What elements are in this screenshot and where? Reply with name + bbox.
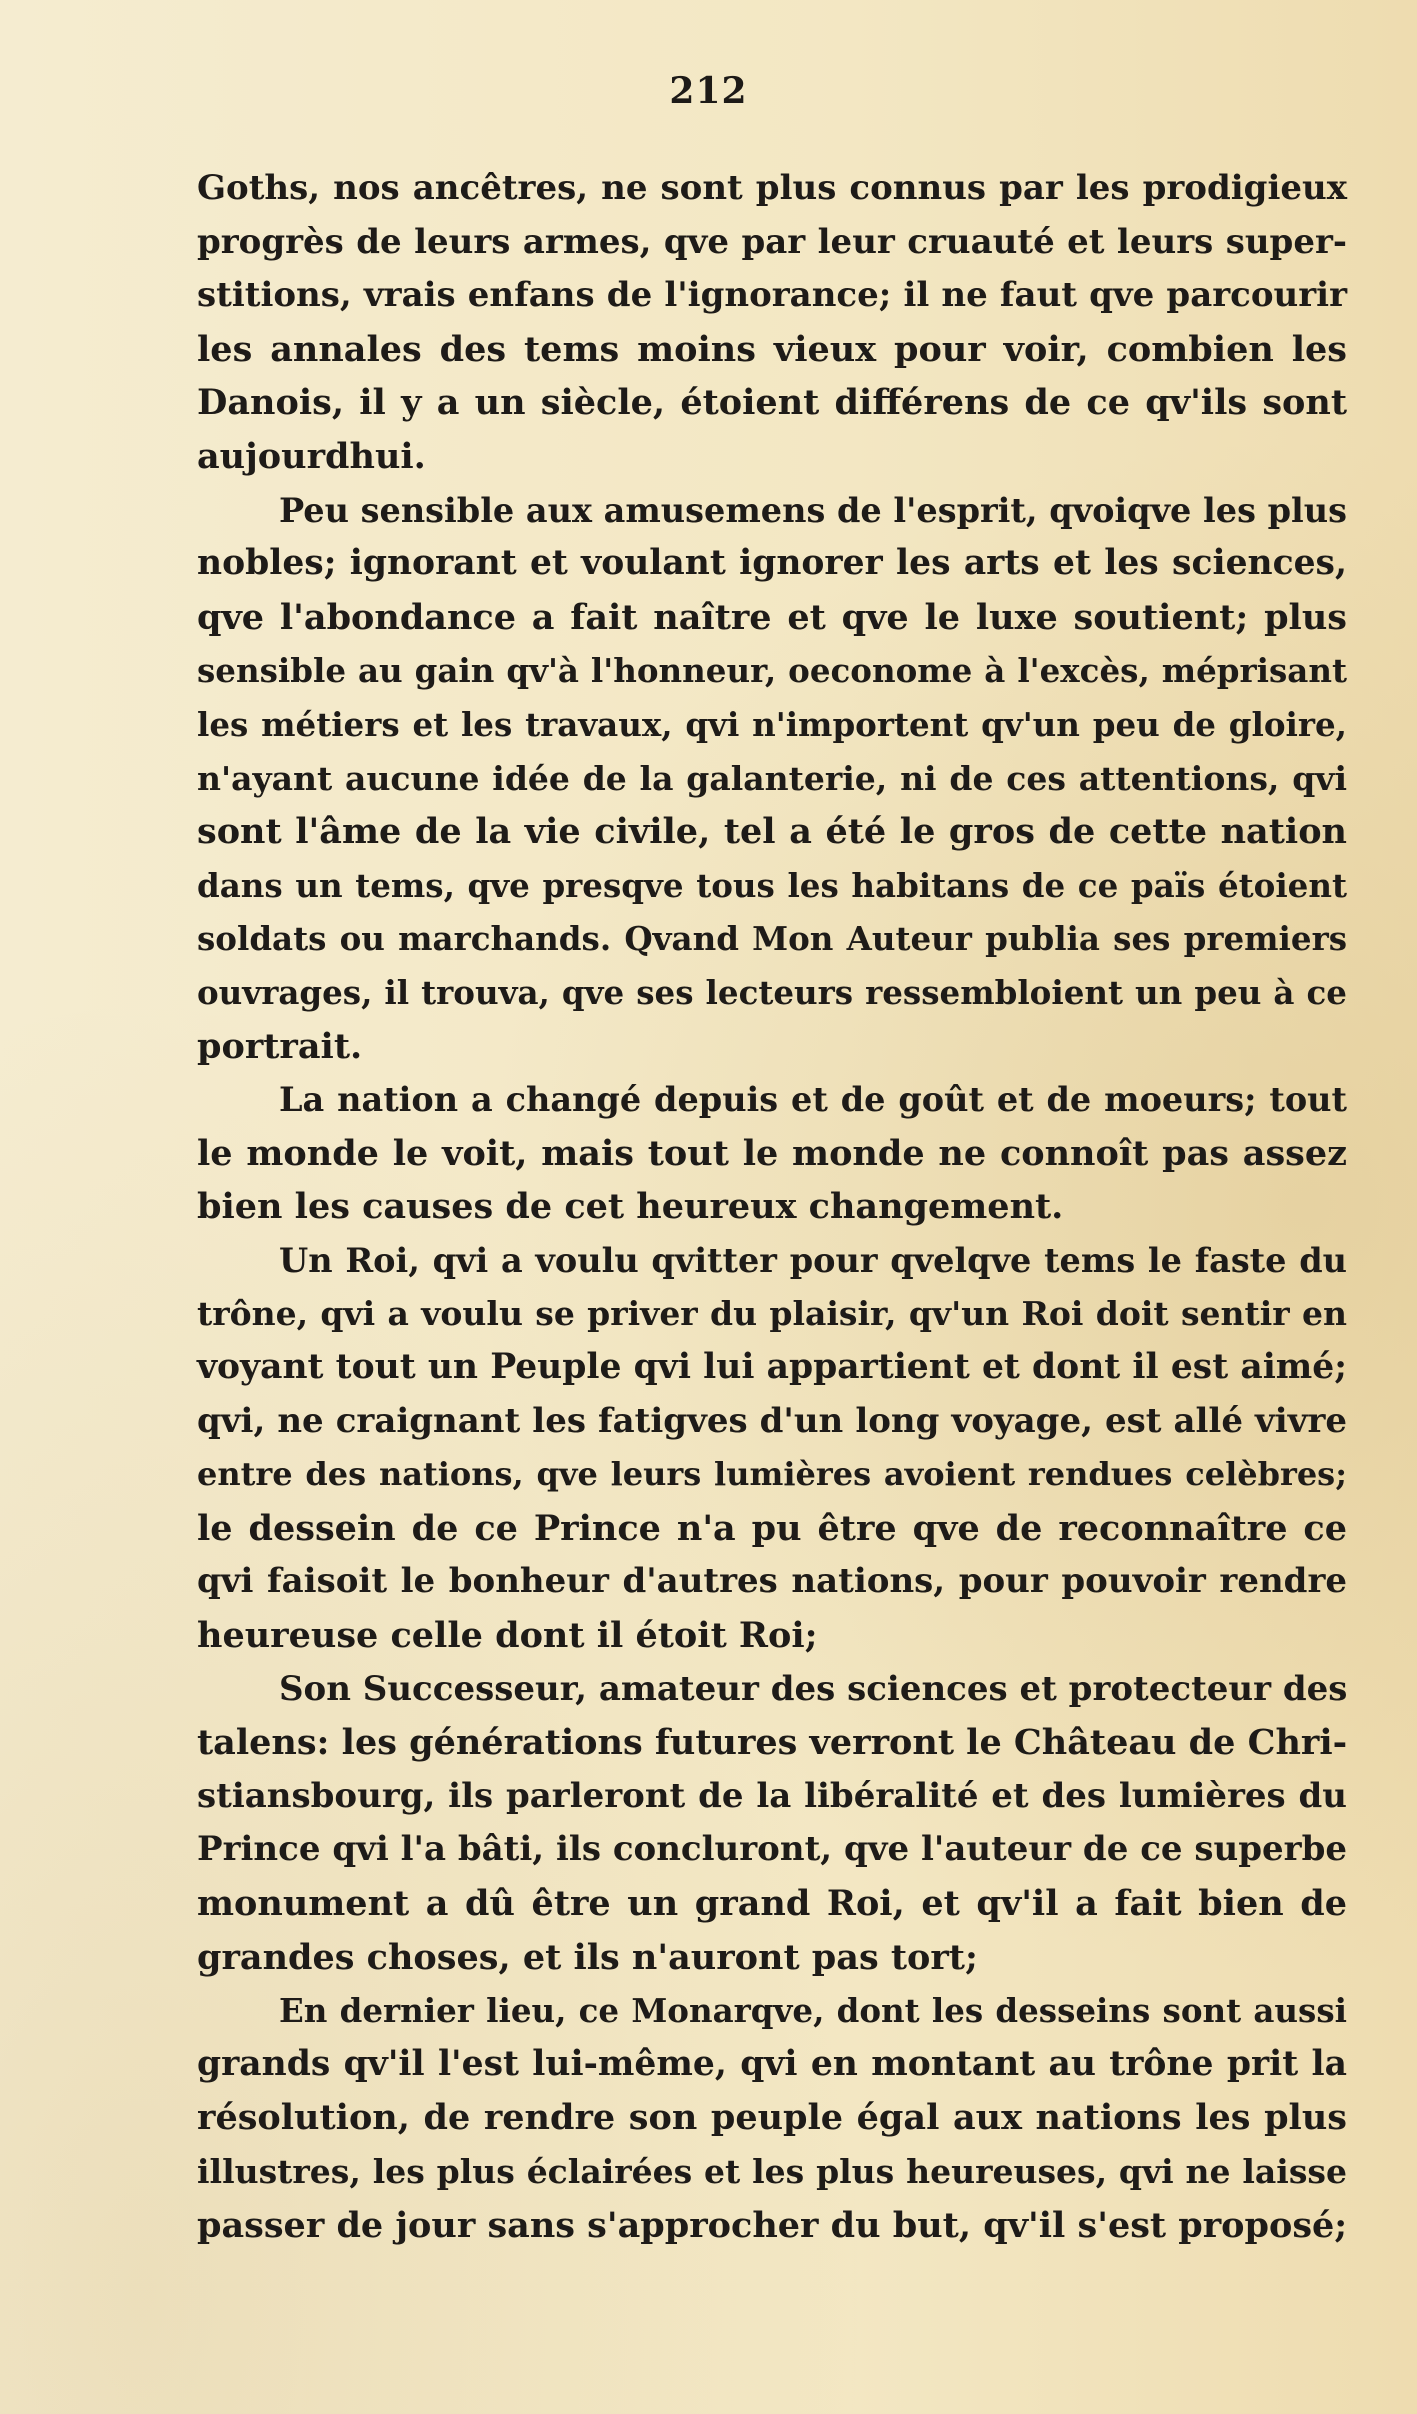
- text-line: trône, qvi a voulu se priver du plaisir, qv'un Roi doit sentir en: [197, 1294, 1347, 1334]
- text-line: sont l'âme de la vie civile, tel a été le gros de cette nation: [197, 811, 1347, 853]
- body-text: [197, 162, 1347, 2252]
- text-line: qvi faisoit le bonheur d'autres nations, pour pouvoir rendre: [197, 1561, 1347, 1602]
- text-line: illustres, les plus éclairées et les plus heureuses, qvi ne laisse: [197, 2151, 1347, 2191]
- text-line: n'ayant aucune idée de la galanterie, ni de ces attentions, qvi: [197, 758, 1347, 798]
- page-number: 212: [669, 70, 748, 112]
- text-line: portrait.: [197, 1025, 363, 1067]
- text-line: grandes choses, et ils n'auront pas tort;: [197, 1936, 978, 1978]
- text-line: aujourdhui.: [197, 435, 426, 477]
- text-line: sensible au gain qv'à l'honneur, oeconome à l'excès, méprisant: [197, 651, 1347, 691]
- text-line: soldats ou marchands. Qvand Mon Auteur publia ses premiers: [197, 919, 1347, 959]
- text-line: les annales des tems moins vieux pour voir, combien les: [197, 328, 1347, 370]
- text-line: Un Roi, qvi a voulu qvitter pour qvelqve tems le faste du: [279, 1240, 1347, 1280]
- text-line: monument a dû être un grand Roi, et qv'il a fait bien de: [197, 1883, 1347, 1924]
- text-line: heureuse celle dont il étoit Roi;: [197, 1615, 818, 1657]
- text-line: Son Successeur, amateur des sciences et protecteur des: [279, 1668, 1348, 1709]
- text-line: résolution, de rendre son peuple égal aux nations les plus: [197, 2097, 1347, 2139]
- text-line: dans un tems, qve presqve tous les habitans de ce païs étoient: [197, 865, 1347, 905]
- text-line: talens: les générations futures verront le Château de Chri-: [197, 1722, 1348, 1764]
- text-line: le monde le voit, mais tout le monde ne connoît pas assez: [197, 1132, 1347, 1174]
- text-line: qvi, ne craignant les fatigves d'un long voyage, est allé vivre: [197, 1400, 1347, 1441]
- text-line: stitions, vrais enfans de l'ignorance; il ne faut qve parcourir: [197, 275, 1347, 316]
- text-line: entre des nations, qve leurs lumières avoient rendues celèbres;: [197, 1455, 1347, 1494]
- text-line: stiansbourg, ils parleront de la libéralité et des lumières du: [197, 1775, 1347, 1816]
- text-line: En dernier lieu, ce Monarqve, dont les desseins sont aussi: [279, 1991, 1347, 2031]
- text-line: Peu sensible aux amusemens de l'esprit, qvoiqve les plus: [279, 490, 1347, 530]
- text-line: Danois, il y a un siècle, étoient différens de ce qv'ils sont: [197, 382, 1347, 424]
- text-line: qve l'abondance a fait naître et qve le luxe soutient; plus: [197, 596, 1347, 638]
- text-line: nobles; ignorant et voulant ignorer les arts et les sciences,: [197, 543, 1347, 584]
- text-line: passer de jour sans s'approcher du but, qv'il s'est proposé;: [197, 2204, 1348, 2246]
- text-line: Prince qvi l'a bâti, ils concluront, qve l'auteur de ce superbe: [197, 1829, 1347, 1870]
- text-line: grands qv'il l'est lui-même, qvi en montant au trône prit la: [197, 2043, 1347, 2084]
- text-line: progrès de leurs armes, qve par leur cruauté et leurs super-: [197, 221, 1347, 262]
- text-line: bien les causes de cet heureux changement.: [197, 1186, 1064, 1228]
- text-line: les métiers et les travaux, qvi n'importent qv'un peu de gloire,: [197, 704, 1347, 744]
- text-line: La nation a changé depuis et de goût et de moeurs; tout: [279, 1080, 1347, 1120]
- text-line: voyant tout un Peuple qvi lui appartient et dont il est aimé;: [197, 1347, 1347, 1388]
- text-line: Goths, nos ancêtres, ne sont plus connus par les prodigieux: [197, 168, 1347, 208]
- text-line: ouvrages, il trouva, qve ses lecteurs ressembloient un peu à ce: [197, 972, 1347, 1012]
- text-line: le dessein de ce Prince n'a pu être qve de reconnaître ce: [197, 1507, 1347, 1549]
